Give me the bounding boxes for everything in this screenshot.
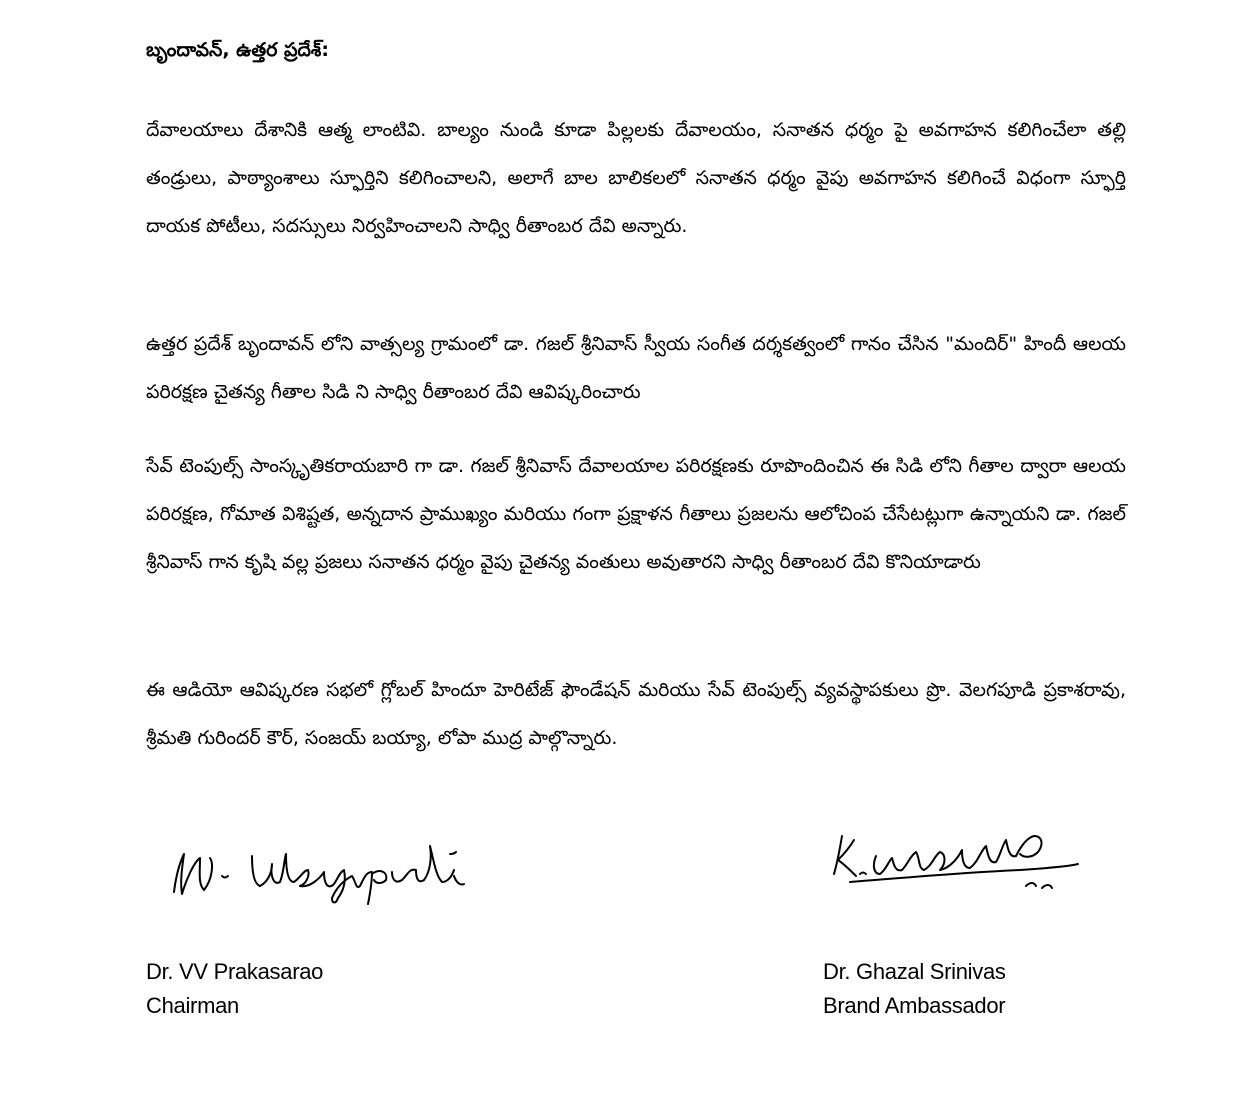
signatory-right-title: Brand Ambassador: [823, 993, 1006, 1018]
signature-right-image: [820, 816, 1090, 906]
dateline: బృందావన్, ఉత్తర ప్రదేశ్:: [146, 39, 329, 61]
paragraph-cd-release: ఉత్తర ప్రదేశ్ బృందావన్ లోని వాత్సల్య గ్రామంలో డా. గజల్ శ్రీనివాస్ స్వీయ సంగీత దర్శకత్వంలో గానం చేసిన "మందిర్" హిందీ ఆలయ పరిరక్షణ చైతన్య గీతాల సిడి ని సాధ్వి రీతాంబర దేవి ఆవిష్కరించారు: [146, 333, 1126, 403]
signatory-left-name: Dr. VV Prakasarao: [146, 959, 324, 984]
paragraph-temples-soul: దేవాలయాలు దేశానికి ఆత్మ లాంటివి. బాల్యం నుండి కూడా పిల్లలకు దేవాలయం, సనాతన ధర్మం పై అవగాహన కలిగించేలా తల్లి తండ్రులు, పాఠ్యాంశాలు స్ఫూర్తిని కలిగించాలని, అలాగే బాల బాలికలలో సనాతన ధర్మం వైపు అవగాహన కలిగించే విధంగా స్ఫూర్తి దాయక పోటీలు, సదస్సులు నిర్వహించాలని సాధ్వి రీతాంబర దేవి అన్నారు.: [146, 119, 1126, 237]
paragraph-cd-songs: సేవ్ టెంపుల్స్ సాంస్కృతికరాయబారి గా డా. గజల్ శ్రీనివాస్ దేవాలయాల పరిరక్షణకు రూపొందించిన ఈ సిడి లోని గీతాల ద్వారా ఆలయ పరిరక్షణ, గోమాత విశిష్టత, అన్నదాన ప్రాముఖ్యం మరియు గంగా ప్రక్షాళన గీతాలు ప్రజలను ఆలోచింప చేసేటట్లుగా ఉన్నాయని డా. గజల్ శ్రీనివాస్ గాన కృషి వల్ల ప్రజలు సనాతన ధర్మం వైపు చైతన్య వంతులు అవుతారని సాధ్వి రీతాంబర దేవి కొనియాడారు: [146, 455, 1126, 573]
signature-left-image: [160, 832, 470, 912]
paragraph-attendees: ఈ ఆడియో ఆవిష్కరణ సభలో గ్లోబల్ హిందూ హెరిటేజ్ ఫౌండేషన్ మరియు సేవ్ టెంపుల్స్ వ్యవస్థాపకులు ప్రొ. వెలగపూడి ప్రకాశరావు, శ్రీమతి గురిందర్ కౌర్, సంజయ్ బయ్యా, లోపా ముద్ర పాల్గొన్నారు.: [146, 679, 1126, 749]
signatory-left-title: Chairman: [146, 993, 239, 1018]
signatory-right: [823, 955, 1006, 1023]
signatory-right-name: Dr. Ghazal Srinivas: [823, 959, 1006, 984]
signatory-left: [146, 955, 323, 1023]
